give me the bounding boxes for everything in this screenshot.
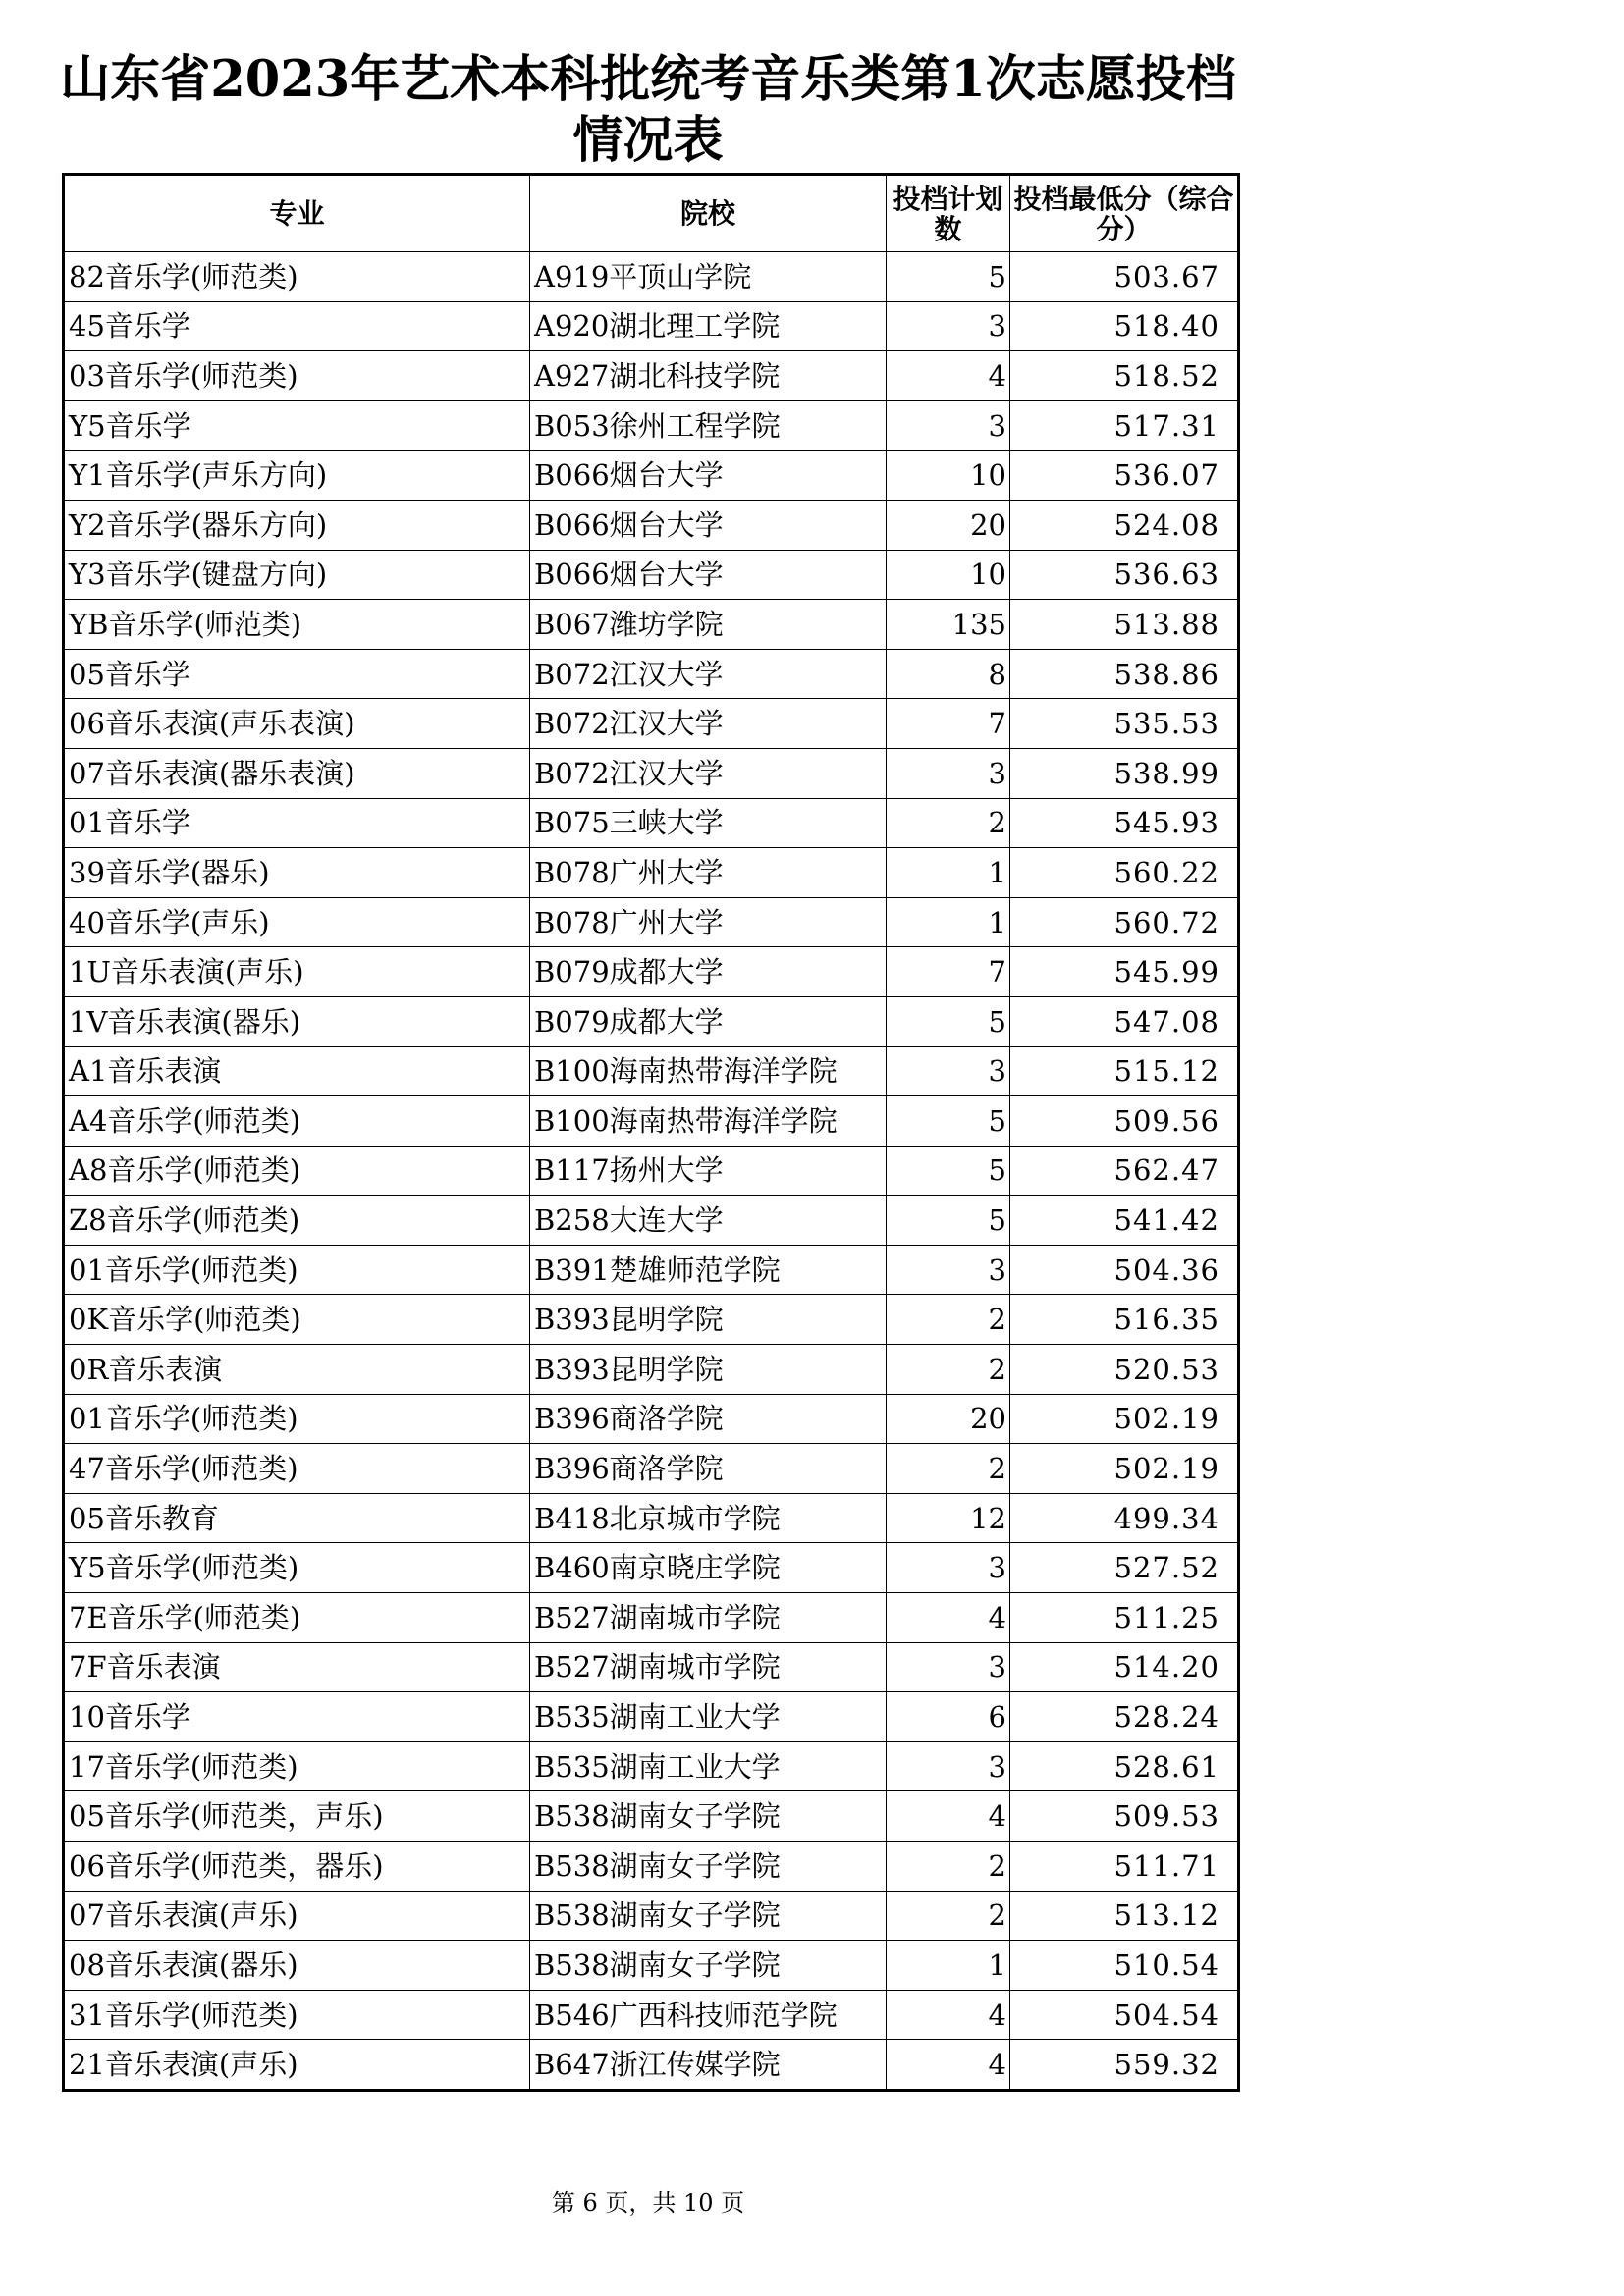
min-score-cell: 547.08 — [1010, 996, 1239, 1046]
school-cell: B418北京城市学院 — [530, 1493, 887, 1543]
major-cell: A8音乐学(师范类) — [64, 1146, 530, 1196]
table-row — [64, 1593, 1239, 1643]
major-cell: 10音乐学 — [64, 1692, 530, 1742]
min-score-cell: 527.52 — [1010, 1543, 1239, 1593]
plan-count-cell: 3 — [887, 301, 1010, 351]
min-score-cell: 515.12 — [1010, 1046, 1239, 1096]
min-score-cell: 524.08 — [1010, 500, 1239, 550]
min-score-cell: 520.53 — [1010, 1345, 1239, 1395]
plan-count-cell: 1 — [887, 1941, 1010, 1991]
min-score-cell: 516.35 — [1010, 1295, 1239, 1345]
major-cell: Y5音乐学(师范类) — [64, 1543, 530, 1593]
major-cell: 1V音乐表演(器乐) — [64, 996, 530, 1046]
school-cell: B067潍坊学院 — [530, 600, 887, 650]
major-cell: 0R音乐表演 — [64, 1345, 530, 1395]
school-cell: B066烟台大学 — [530, 451, 887, 501]
min-score-cell: 528.61 — [1010, 1741, 1239, 1791]
header-school: 院校 — [530, 175, 887, 252]
table-row — [64, 400, 1239, 451]
header-major: 专业 — [64, 175, 530, 252]
major-cell: 39音乐学(器乐) — [64, 848, 530, 898]
major-cell: 17音乐学(师范类) — [64, 1741, 530, 1791]
plan-count-cell: 3 — [887, 1741, 1010, 1791]
plan-count-cell: 3 — [887, 400, 1010, 451]
plan-count-cell: 8 — [887, 649, 1010, 699]
plan-count-cell: 5 — [887, 1096, 1010, 1147]
school-cell: B075三峡大学 — [530, 798, 887, 848]
major-cell: Y3音乐学(键盘方向) — [64, 550, 530, 600]
school-cell: B100海南热带海洋学院 — [530, 1096, 887, 1147]
min-score-cell: 545.93 — [1010, 798, 1239, 848]
major-cell: 07音乐表演(器乐表演) — [64, 748, 530, 798]
school-cell: B538湖南女子学院 — [530, 1791, 887, 1842]
table-row — [64, 1394, 1239, 1444]
table-row — [64, 1642, 1239, 1692]
min-score-cell: 504.36 — [1010, 1245, 1239, 1295]
major-cell: 47音乐学(师范类) — [64, 1444, 530, 1494]
school-cell: B079成都大学 — [530, 947, 887, 997]
min-score-cell: 499.34 — [1010, 1493, 1239, 1543]
header-min-score: 投档最低分（综合分） — [1010, 175, 1239, 252]
plan-count-cell: 4 — [887, 1593, 1010, 1643]
school-cell: A919平顶山学院 — [530, 252, 887, 302]
plan-count-cell: 5 — [887, 252, 1010, 302]
table-row — [64, 848, 1239, 898]
min-score-cell: 560.72 — [1010, 897, 1239, 947]
plan-count-cell: 10 — [887, 451, 1010, 501]
plan-count-cell: 5 — [887, 1196, 1010, 1246]
school-cell: B393昆明学院 — [530, 1345, 887, 1395]
min-score-cell: 538.86 — [1010, 649, 1239, 699]
school-cell: B053徐州工程学院 — [530, 400, 887, 451]
min-score-cell: 502.19 — [1010, 1394, 1239, 1444]
table-row — [64, 1295, 1239, 1345]
min-score-cell: 528.24 — [1010, 1692, 1239, 1742]
table-row — [64, 1990, 1239, 2040]
table-row — [64, 1791, 1239, 1842]
min-score-cell: 562.47 — [1010, 1146, 1239, 1196]
major-cell: 01音乐学(师范类) — [64, 1394, 530, 1444]
table-row — [64, 1245, 1239, 1295]
plan-count-cell: 1 — [887, 848, 1010, 898]
major-cell: 7F音乐表演 — [64, 1642, 530, 1692]
table-row — [64, 1096, 1239, 1147]
plan-count-cell: 2 — [887, 1345, 1010, 1395]
school-cell: B538湖南女子学院 — [530, 1842, 887, 1892]
table-row — [64, 1941, 1239, 1991]
major-cell: 06音乐表演(声乐表演) — [64, 699, 530, 749]
school-cell: B079成都大学 — [530, 996, 887, 1046]
major-cell: Y5音乐学 — [64, 400, 530, 451]
min-score-cell: 536.63 — [1010, 550, 1239, 600]
page-title — [59, 49, 1237, 171]
school-cell: B066烟台大学 — [530, 500, 887, 550]
table-row — [64, 451, 1239, 501]
table-row — [64, 947, 1239, 997]
major-cell: 7E音乐学(师范类) — [64, 1593, 530, 1643]
major-cell: 03音乐学(师范类) — [64, 351, 530, 401]
plan-count-cell: 2 — [887, 1295, 1010, 1345]
plan-count-cell: 2 — [887, 1842, 1010, 1892]
min-score-cell: 513.88 — [1010, 600, 1239, 650]
school-cell: B538湖南女子学院 — [530, 1941, 887, 1991]
major-cell: 1U音乐表演(声乐) — [64, 947, 530, 997]
table-row — [64, 1741, 1239, 1791]
admission-table — [62, 173, 1240, 2092]
plan-count-cell: 5 — [887, 1146, 1010, 1196]
plan-count-cell: 5 — [887, 996, 1010, 1046]
min-score-cell: 535.53 — [1010, 699, 1239, 749]
school-cell: B072江汉大学 — [530, 649, 887, 699]
min-score-cell: 511.71 — [1010, 1842, 1239, 1892]
min-score-cell: 504.54 — [1010, 1990, 1239, 2040]
min-score-cell: 538.99 — [1010, 748, 1239, 798]
school-cell: B258大连大学 — [530, 1196, 887, 1246]
min-score-cell: 560.22 — [1010, 848, 1239, 898]
table-row — [64, 1692, 1239, 1742]
school-cell: B535湖南工业大学 — [530, 1741, 887, 1791]
table-row — [64, 798, 1239, 848]
min-score-cell: 510.54 — [1010, 1941, 1239, 1991]
school-cell: B072江汉大学 — [530, 748, 887, 798]
plan-count-cell: 20 — [887, 1394, 1010, 1444]
school-cell: B078广州大学 — [530, 897, 887, 947]
school-cell: B460南京晓庄学院 — [530, 1543, 887, 1593]
major-cell: 05音乐教育 — [64, 1493, 530, 1543]
major-cell: 82音乐学(师范类) — [64, 252, 530, 302]
min-score-cell: 518.40 — [1010, 301, 1239, 351]
school-cell: B066烟台大学 — [530, 550, 887, 600]
school-cell: B527湖南城市学院 — [530, 1593, 887, 1643]
major-cell: 01音乐学(师范类) — [64, 1245, 530, 1295]
plan-count-cell: 4 — [887, 351, 1010, 401]
plan-count-cell: 3 — [887, 1543, 1010, 1593]
plan-count-cell: 2 — [887, 798, 1010, 848]
min-score-cell: 559.32 — [1010, 2040, 1239, 2091]
min-score-cell: 518.52 — [1010, 351, 1239, 401]
table-body — [64, 252, 1239, 2091]
plan-count-cell: 4 — [887, 1990, 1010, 2040]
plan-count-cell: 4 — [887, 2040, 1010, 2091]
min-score-cell: 514.20 — [1010, 1642, 1239, 1692]
title-line-1: 山东省2023年艺术本科批统考音乐类第1次志愿投档 — [60, 50, 1236, 109]
major-cell: Y2音乐学(器乐方向) — [64, 500, 530, 550]
plan-count-cell: 10 — [887, 550, 1010, 600]
table-row — [64, 1046, 1239, 1096]
plan-count-cell: 12 — [887, 1493, 1010, 1543]
page-footer: 第 6 页，共 10 页 — [551, 2189, 745, 2216]
school-cell: A920湖北理工学院 — [530, 301, 887, 351]
table-row — [64, 1444, 1239, 1494]
school-cell: B396商洛学院 — [530, 1394, 887, 1444]
plan-count-cell: 3 — [887, 748, 1010, 798]
major-cell: A1音乐表演 — [64, 1046, 530, 1096]
table-row — [64, 500, 1239, 550]
plan-count-cell: 6 — [887, 1692, 1010, 1742]
min-score-cell: 513.12 — [1010, 1891, 1239, 1941]
plan-count-cell: 1 — [887, 897, 1010, 947]
school-cell: B391楚雄师范学院 — [530, 1245, 887, 1295]
major-cell: 0K音乐学(师范类) — [64, 1295, 530, 1345]
table-row — [64, 1345, 1239, 1395]
table-row — [64, 1146, 1239, 1196]
school-cell: A927湖北科技学院 — [530, 351, 887, 401]
plan-count-cell: 2 — [887, 1891, 1010, 1941]
school-cell: B535湖南工业大学 — [530, 1692, 887, 1742]
major-cell: 07音乐表演(声乐) — [64, 1891, 530, 1941]
table-row — [64, 1891, 1239, 1941]
school-cell: B393昆明学院 — [530, 1295, 887, 1345]
table-row — [64, 252, 1239, 302]
plan-count-cell: 135 — [887, 600, 1010, 650]
title-line-2: 情况表 — [572, 111, 724, 170]
table-row — [64, 699, 1239, 749]
min-score-cell: 502.19 — [1010, 1444, 1239, 1494]
table-row — [64, 996, 1239, 1046]
major-cell: 40音乐学(声乐) — [64, 897, 530, 947]
major-cell: 05音乐学 — [64, 649, 530, 699]
table-row — [64, 351, 1239, 401]
plan-count-cell: 7 — [887, 947, 1010, 997]
school-cell: B647浙江传媒学院 — [530, 2040, 887, 2091]
min-score-cell: 517.31 — [1010, 400, 1239, 451]
plan-count-cell: 2 — [887, 1444, 1010, 1494]
table-row — [64, 748, 1239, 798]
school-cell: B072江汉大学 — [530, 699, 887, 749]
major-cell: Z8音乐学(师范类) — [64, 1196, 530, 1246]
min-score-cell: 511.25 — [1010, 1593, 1239, 1643]
min-score-cell: 545.99 — [1010, 947, 1239, 997]
major-cell: 06音乐学(师范类，器乐) — [64, 1842, 530, 1892]
school-cell: B078广州大学 — [530, 848, 887, 898]
school-cell: B546广西科技师范学院 — [530, 1990, 887, 2040]
table-row — [64, 600, 1239, 650]
major-cell: A4音乐学(师范类) — [64, 1096, 530, 1147]
major-cell: 45音乐学 — [64, 301, 530, 351]
school-cell: B117扬州大学 — [530, 1146, 887, 1196]
min-score-cell: 509.56 — [1010, 1096, 1239, 1147]
min-score-cell: 503.67 — [1010, 252, 1239, 302]
table-row — [64, 649, 1239, 699]
plan-count-cell: 20 — [887, 500, 1010, 550]
table-row — [64, 550, 1239, 600]
table-row — [64, 301, 1239, 351]
table-row — [64, 1543, 1239, 1593]
major-cell: YB音乐学(师范类) — [64, 600, 530, 650]
school-cell: B538湖南女子学院 — [530, 1891, 887, 1941]
school-cell: B100海南热带海洋学院 — [530, 1046, 887, 1096]
plan-count-cell: 3 — [887, 1046, 1010, 1096]
table-row — [64, 1196, 1239, 1246]
plan-count-cell: 3 — [887, 1642, 1010, 1692]
table-header-row — [64, 175, 1239, 252]
major-cell: 21音乐表演(声乐) — [64, 2040, 530, 2091]
plan-count-cell: 4 — [887, 1791, 1010, 1842]
min-score-cell: 541.42 — [1010, 1196, 1239, 1246]
major-cell: 31音乐学(师范类) — [64, 1990, 530, 2040]
min-score-cell: 509.53 — [1010, 1791, 1239, 1842]
table-row — [64, 897, 1239, 947]
table-row — [64, 2040, 1239, 2091]
table-row — [64, 1493, 1239, 1543]
major-cell: 05音乐学(师范类，声乐) — [64, 1791, 530, 1842]
table-row — [64, 1842, 1239, 1892]
header-plan-count: 投档计划数 — [887, 175, 1010, 252]
school-cell: B396商洛学院 — [530, 1444, 887, 1494]
major-cell: Y1音乐学(声乐方向) — [64, 451, 530, 501]
major-cell: 01音乐学 — [64, 798, 530, 848]
min-score-cell: 536.07 — [1010, 451, 1239, 501]
plan-count-cell: 3 — [887, 1245, 1010, 1295]
school-cell: B527湖南城市学院 — [530, 1642, 887, 1692]
major-cell: 08音乐表演(器乐) — [64, 1941, 530, 1991]
plan-count-cell: 7 — [887, 699, 1010, 749]
